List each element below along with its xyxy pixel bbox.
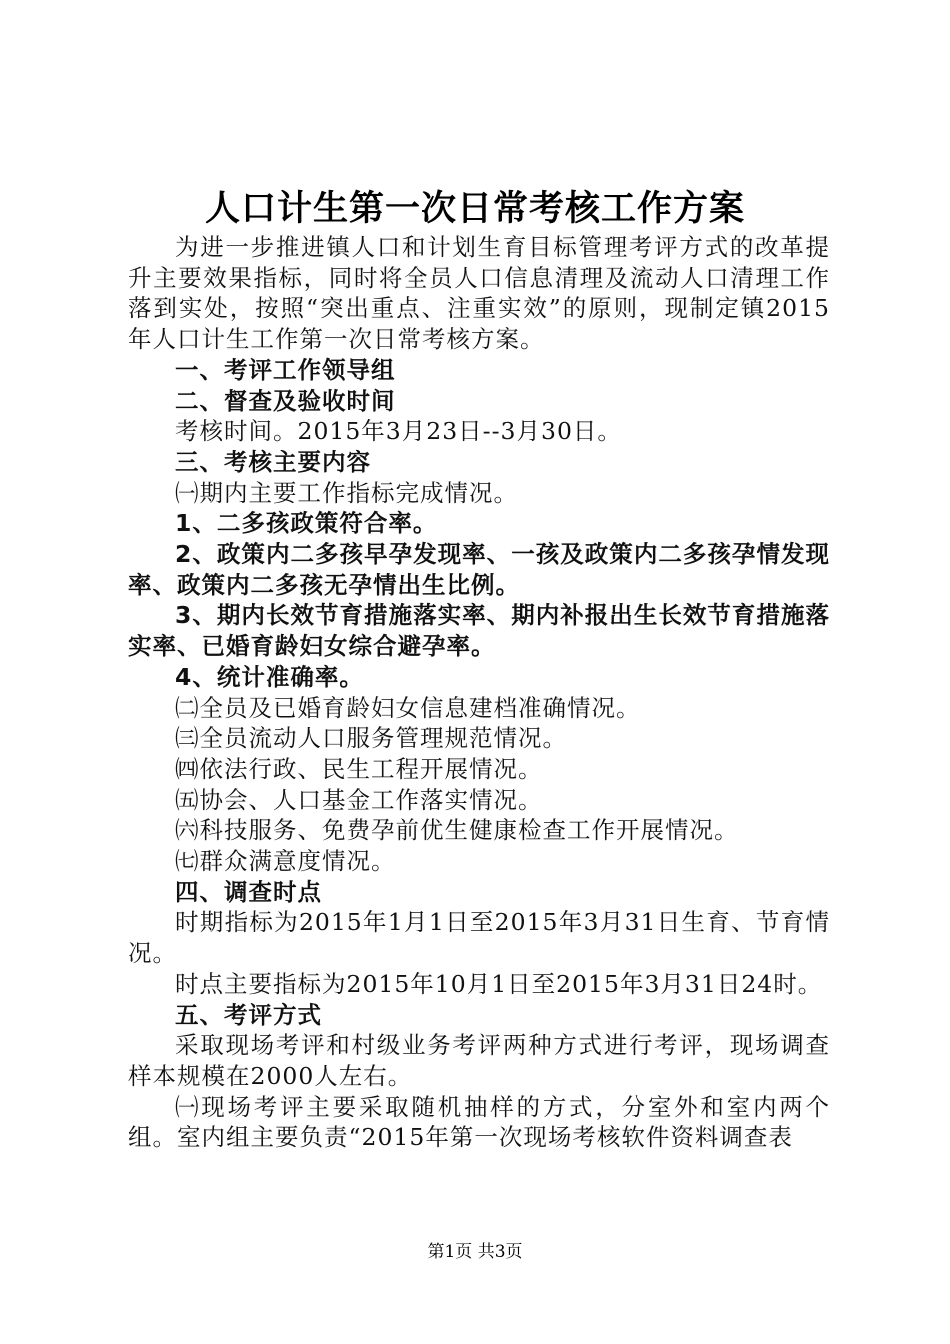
body-paragraph: ㈥科技服务、免费孕前优生健康检查工作开展情况。 bbox=[175, 816, 739, 845]
body-paragraph: ㈠期内主要工作指标完成情况。 bbox=[175, 478, 518, 507]
body-paragraph: 时期指标为2015年1月1日至2015年3月31日生育、节育情况。 bbox=[128, 908, 830, 968]
section-heading: 2、政策内二多孩早孕发现率、一孩及政策内二多孩孕情发现率、政策内二多孩无孕情出生比例。 bbox=[128, 540, 830, 599]
body-paragraph: 为进一步推进镇人口和计划生育目标管理考评方式的改革提升主要效果指标，同时将全员人口信息清理及流动人口清理工作落到实处，按照“突出重点、注重实效”的原则，现制定镇2015年人口计生工作第一次日常考核方案。 bbox=[128, 233, 830, 354]
body-paragraph: ㈣依法行政、民生工程开展情况。 bbox=[175, 754, 543, 783]
body-paragraph: ㈢全员流动人口服务管理规范情况。 bbox=[175, 724, 567, 753]
section-heading: 4、统计准确率。 bbox=[175, 662, 364, 691]
document-body bbox=[128, 232, 830, 1153]
body-paragraph: 时点主要指标为2015年10月1日至2015年3月31日24时。 bbox=[175, 969, 823, 998]
section-heading: 3、期内长效节育措施落实率、期内补报出生长效节育措施落实率、已婚育龄妇女综合避孕率。 bbox=[128, 601, 830, 661]
body-paragraph: 考核时间。2015年3月23日--3月30日。 bbox=[175, 417, 622, 446]
section-heading: 四、调查时点 bbox=[175, 877, 322, 906]
section-heading: 1、二多孩政策符合率。 bbox=[175, 509, 438, 538]
body-paragraph: ㈤协会、人口基金工作落实情况。 bbox=[175, 785, 543, 814]
section-heading: 五、考评方式 bbox=[175, 1000, 322, 1029]
page-footer: 第1页 共3页 bbox=[427, 1242, 523, 1262]
body-paragraph: ㈡全员及已婚育龄妇女信息建档准确情况。 bbox=[175, 693, 641, 722]
section-heading: 三、考核主要内容 bbox=[175, 447, 371, 476]
section-heading: 二、督查及验收时间 bbox=[175, 386, 396, 415]
body-paragraph: ㈦群众满意度情况。 bbox=[175, 847, 396, 876]
section-heading: 一、考评工作领导组 bbox=[175, 355, 396, 384]
body-paragraph: ㈠现场考评主要采取随机抽样的方式，分室外和室内两个组。室内组主要负责“2015年第一次现场考核软件资料调查表 bbox=[128, 1092, 830, 1152]
document-title: 人口计生第一次日常考核工作方案 bbox=[204, 189, 745, 229]
body-paragraph: 采取现场考评和村级业务考评两种方式进行考评，现场调查样本规模在2000人左右。 bbox=[128, 1031, 830, 1090]
